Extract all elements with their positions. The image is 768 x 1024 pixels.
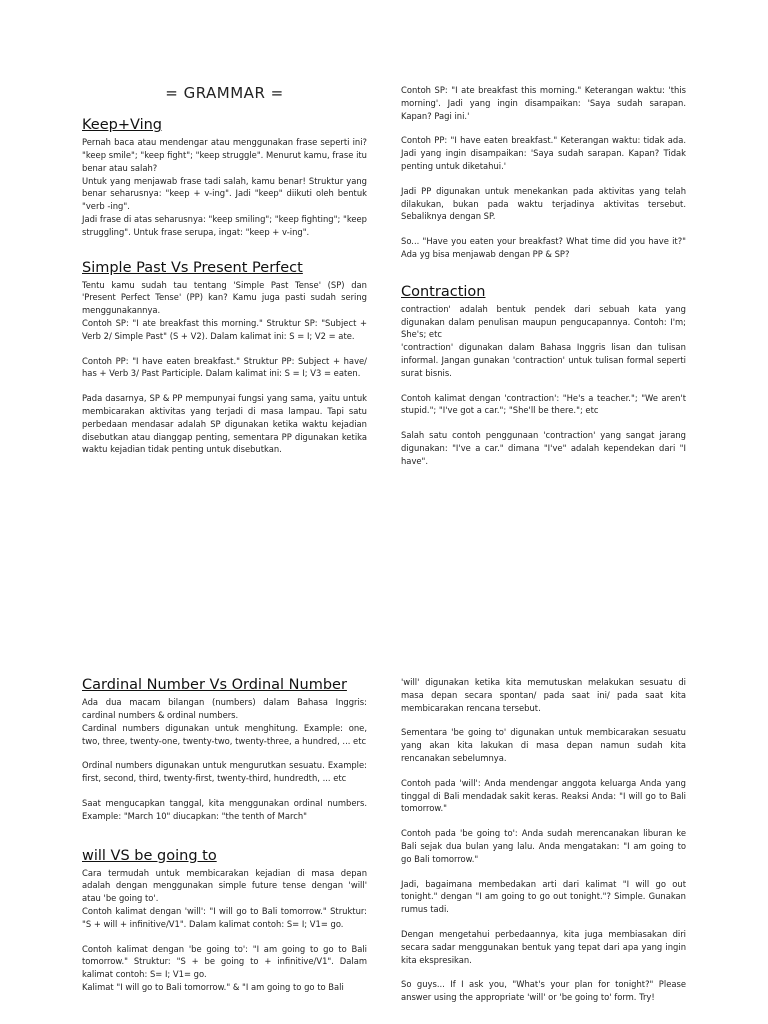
paragraph: Contoh pada 'be going to': Anda sudah merencanakan liburan ke Bali sejak dua bulan yang lalu. Anda mengatakan: "I am going to go Bali tomorrow."	[401, 828, 686, 864]
top-left-column	[82, 84, 367, 470]
paragraph: Jadi frase di atas seharusnya: "keep smiling"; "keep fighting"; "keep struggling". Untuk frase serupa, ingat: "keep + v-ing".	[82, 213, 367, 237]
paragraph: Salah satu contoh penggunaan 'contraction' yang sangat jarang digunakan: "I've a car." dimana "I've" adalah kependekan dari "I have".	[401, 430, 686, 466]
section-cardinal-ordinal	[82, 676, 367, 823]
paragraph: Contoh kalimat dengan 'will': "I will go to Bali tomorrow." Struktur: "S + will + infinitive/V1". Dalam kalimat contoh: S= I; V1= go.	[82, 906, 367, 929]
top-right-column	[401, 84, 686, 482]
page-title: = GRAMMAR =	[165, 84, 284, 102]
paragraph: Ordinal numbers digunakan untuk mengurutkan sesuatu. Example: first, second, third, twenty-first, twenty-third, hundredth, ... etc	[82, 760, 367, 784]
section-keep-ving	[82, 116, 367, 239]
paragraph: Saat mengucapkan tanggal, kita menggunakan ordinal numbers. Example: "March 10" diucapkan: "the tenth of March"	[82, 797, 367, 821]
paragraph: Contoh kalimat dengan 'contraction': "He's a teacher."; "We aren't stupid."; "I've got a car."; "She'll be there."; etc	[401, 392, 686, 416]
paragraph: contraction' adalah bentuk pendek dari sebuah kata yang digunakan dalam penulisan maupun pengucapannya. Contoh: I'm; She's; etc	[401, 303, 686, 340]
section-simple-past	[82, 259, 367, 457]
paragraph: Sementara 'be going to' digunakan untuk membicarakan sesuatu yang akan kita lakukan di masa depan namun sudah kita rencanakan sebelumnya.	[401, 727, 686, 763]
bottom-right-column	[401, 676, 686, 1016]
section-heading: Cardinal Number Vs Ordinal Number	[82, 677, 347, 693]
paragraph: Ada dua macam bilangan (numbers) dalam Bahasa Inggris: cardinal numbers & ordinal numbers.	[82, 697, 367, 720]
paragraph: Pernah baca atau mendengar atau menggunakan frase seperti ini? "keep smile"; "keep fight"; "keep struggle". Menurut kamu, frase itu benar atau salah?	[82, 137, 367, 173]
paragraph: Contoh pada 'will': Anda mendengar anggota keluarga Anda yang tinggal di Bali mendadak sakit keras. Reaksi Anda: "I will go to Bali tomorrow."	[401, 777, 686, 814]
paragraph: Contoh kalimat dengan 'be going to': "I am going to go to Bali tomorrow." Struktur: "S + be going to + infinitive/V1". Dalam kalimat contoh: S= I; V1= go.	[82, 943, 367, 980]
paragraph: Cardinal numbers digunakan untuk menghitung. Example: one, two, three, twenty-one, twenty-two, twenty-three, a hundred, ... etc	[82, 722, 367, 746]
paragraph: Jadi, bagaimana membedakan arti dari kalimat "I will go out tonight." dengan "I am going to go out tonight."? Simple. Gunakan rumus tadi.	[401, 878, 686, 915]
section-heading: will VS be going to	[82, 847, 217, 864]
paragraph: So guys... If I ask you, "What's your plan for tonight?" Please answer using the appropriate 'will' or 'be going to' form. Try!	[401, 979, 686, 1003]
section-contraction	[401, 283, 686, 468]
paragraph: Contoh SP: "I ate breakfast this morning." Keterangan waktu: 'this morning'. Jadi yang ingin disampaikan: 'Saya sudah sarapan. Kapan? Pagi ini.'	[401, 85, 686, 121]
paragraph: Tentu kamu sudah tau tentang 'Simple Past Tense' (SP) dan 'Present Perfect Tense' (PP) kan? Kamu juga pasti sudah sering menggunakannya.	[82, 279, 367, 316]
paragraph: Jadi PP digunakan untuk menekankan pada aktivitas yang telah dilakukan, bukan pada waktu terjadinya aktivitas tersebut. Sebaliknya dengan SP.	[401, 185, 686, 222]
section-will-going-to	[82, 847, 367, 994]
section-heading: Contraction	[401, 283, 486, 300]
paragraph: 'contraction' digunakan dalam Bahasa Inggris lisan dan tulisan informal. Jangan gunakan 'contraction' untuk tulisan formal seperti surat bisnis.	[401, 342, 686, 378]
paragraph: Contoh PP: "I have eaten breakfast." Keterangan waktu: tidak ada. Jadi yang ingin disampaikan: 'Saya sudah sarapan. Kapan? Tidak penting untuk diketahui.'	[401, 135, 686, 171]
section-heading: Keep+Ving	[82, 117, 163, 133]
paragraph: Contoh PP: "I have eaten breakfast." Struktur PP: Subject + have/ has + Verb 3/ Past Participle. Dalam kalimat ini: S = I; V3 = eaten.	[82, 355, 367, 379]
paragraph: 'will' digunakan ketika kita memutuskan melakukan sesuatu di masa depan secara spontan/ pada saat ini/ pada saat kita membicarakan rencana tersebut.	[401, 677, 686, 713]
paragraph: Contoh SP: "I ate breakfast this morning." Struktur SP: "Subject + Verb 2/ Simple Past" (S + V2). Dalam kalimat ini: S = I; V2 = ate.	[82, 318, 367, 341]
bottom-left-column	[82, 676, 367, 1008]
paragraph: Pada dasarnya, SP & PP mempunyai fungsi yang sama, yaitu untuk membicarakan aktivitas yang terjadi di masa lampau. Tapi satu perbedaan mendasar adalah SP digunakan ketika waktu kejadian disebutkan atau dianggap penting, sementara PP digunakan ketika waktu kejadian tidak penting untuk disebutkan.	[82, 393, 367, 455]
paragraph: Kalimat "I will go to Bali tomorrow." & "I am going to go to Bali	[82, 982, 344, 992]
paragraph: Dengan mengetahui perbedaannya, kita juga membiasakan diri secara sadar menggunakan bentuk yang tepat dari apa yang ingin kita ekspresikan.	[401, 928, 686, 965]
paragraph: Untuk yang menjawab frase tadi salah, kamu benar! Struktur yang benar seharusnya: "keep + v-ing". Jadi "keep" diikuti oleh bentuk "verb -ing".	[82, 175, 367, 212]
paragraph: So... "Have you eaten your breakfast? What time did you have it?" Ada yg bisa menjawab dengan PP & SP?	[401, 236, 686, 259]
paragraph: Cara termudah untuk membicarakan kejadian di masa depan adalah dengan menggunakan simple future tense dengan 'will' atau 'be going to'.	[82, 867, 367, 904]
section-heading: Simple Past Vs Present Perfect	[82, 259, 303, 276]
